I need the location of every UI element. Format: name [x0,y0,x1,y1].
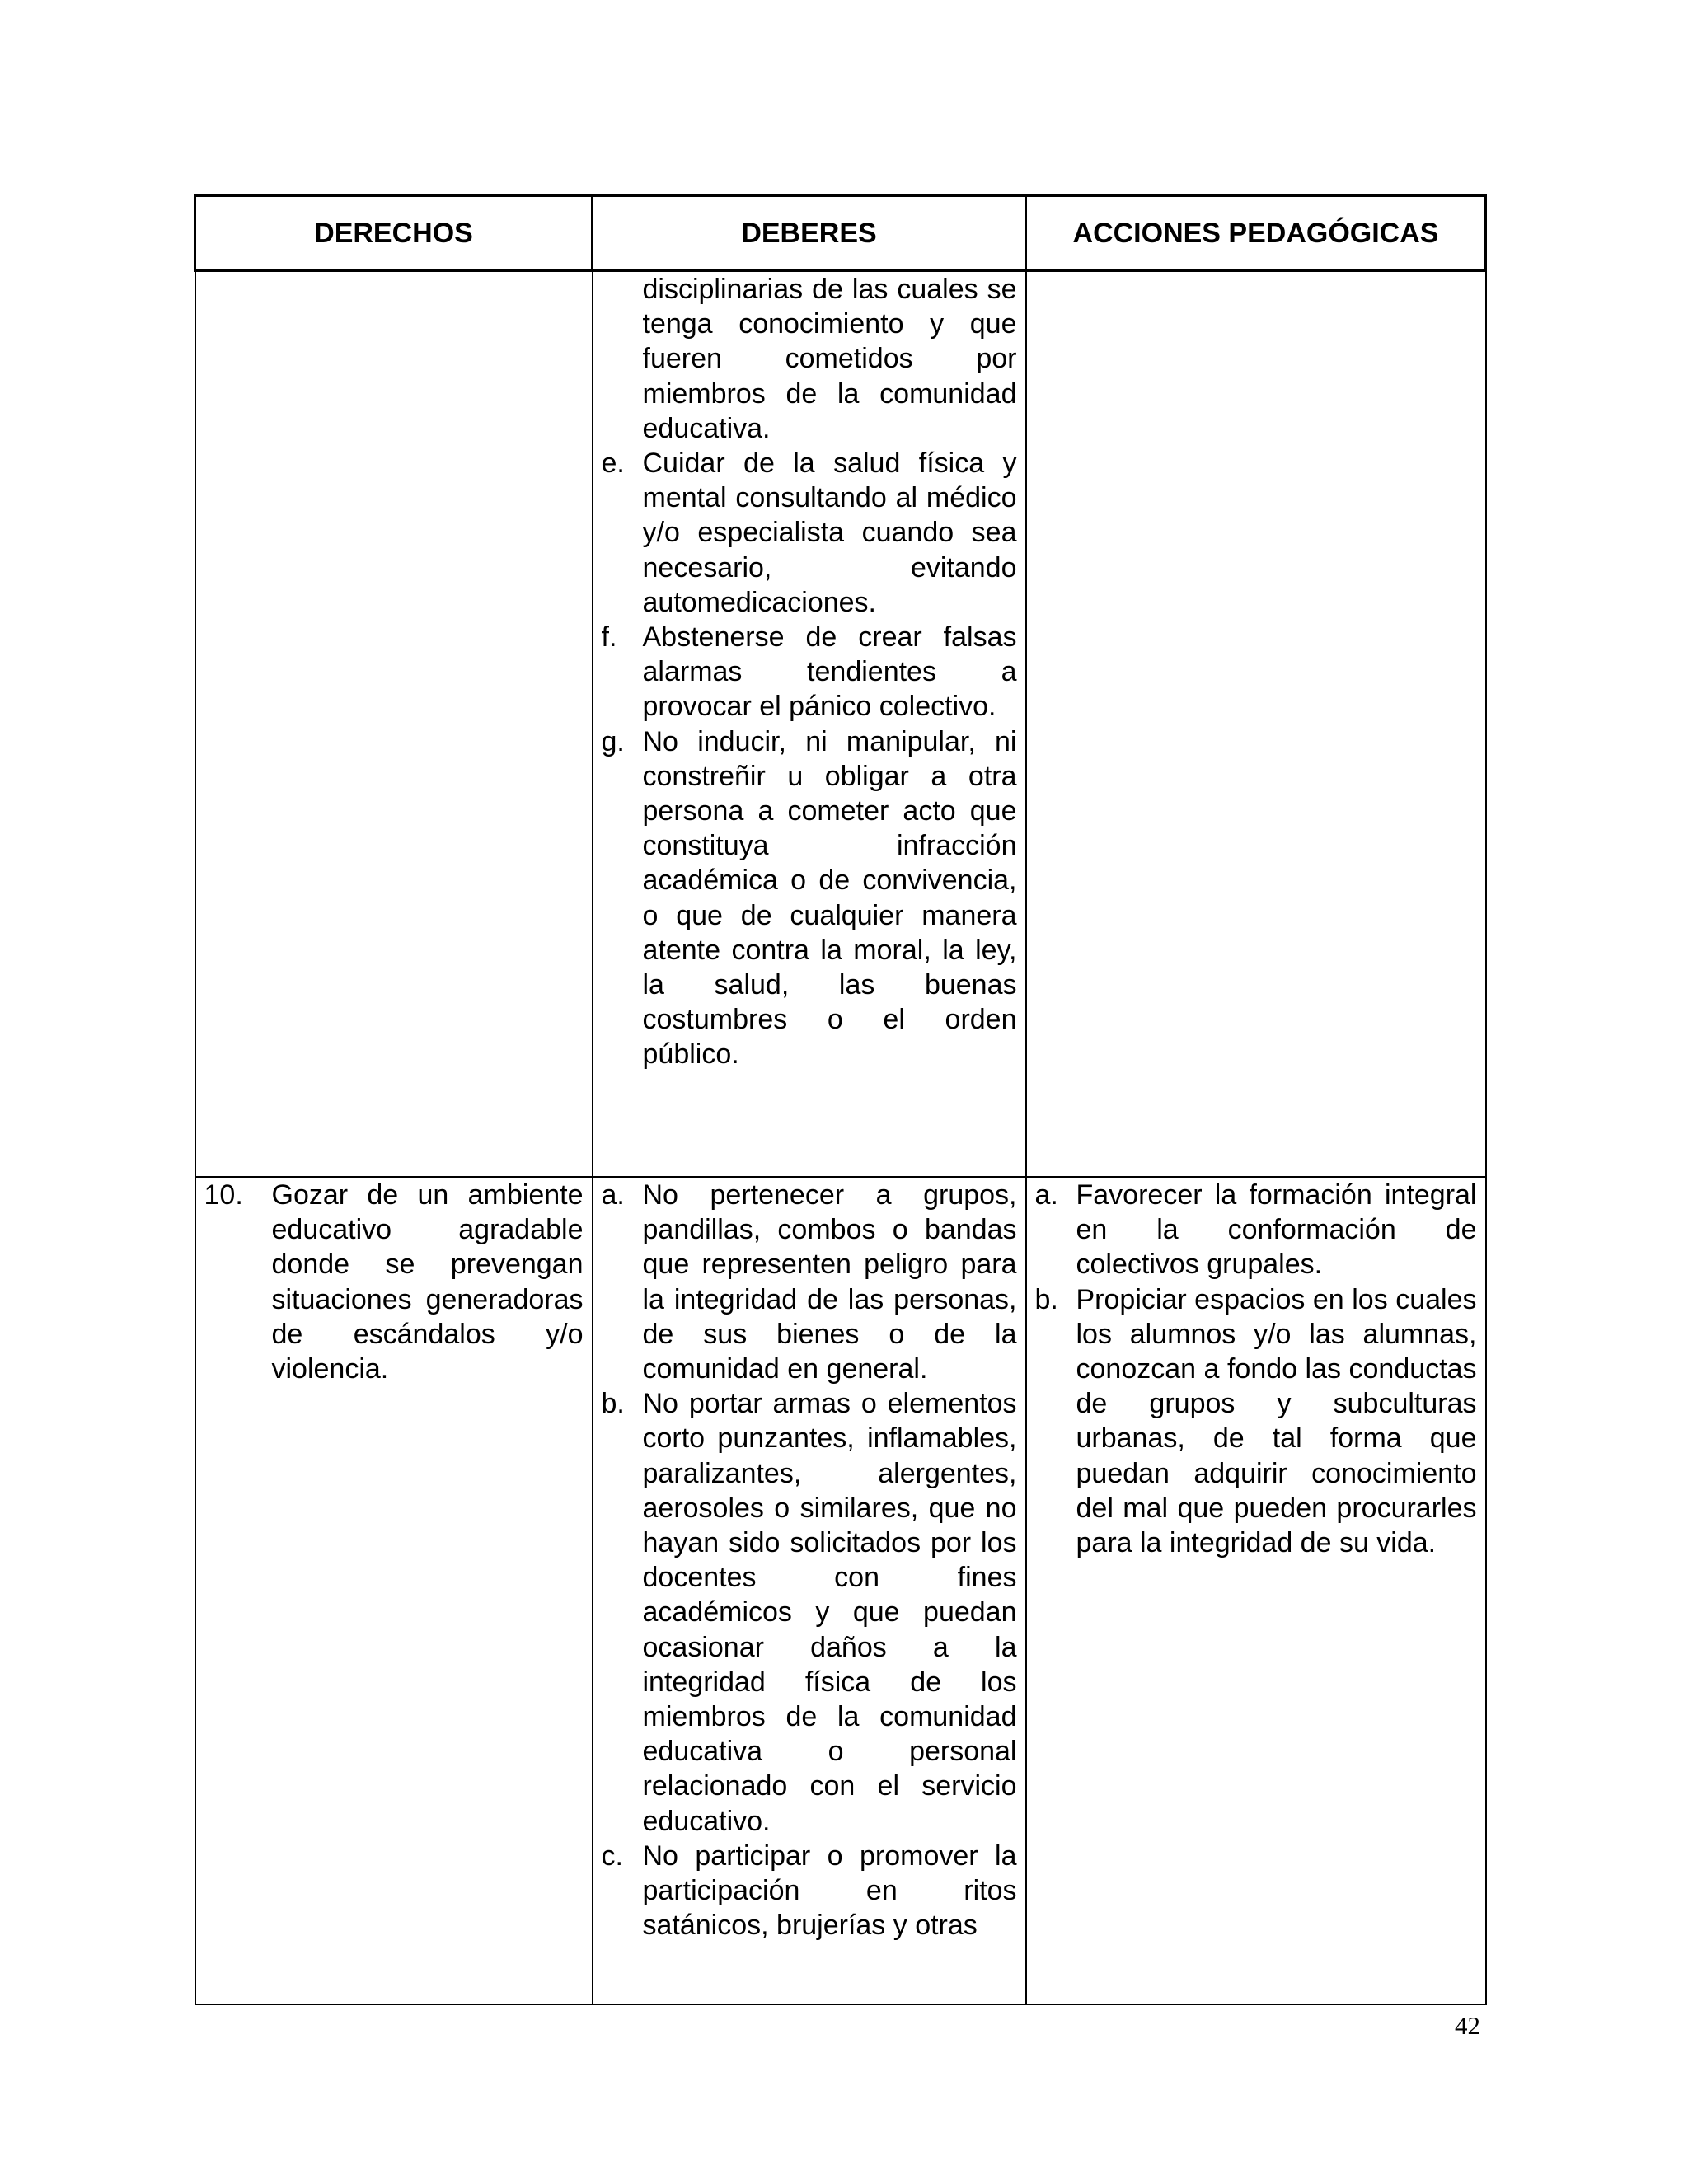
item-text: No participar o promover la participación en ritos satánicos, brujerías y otras [642,1840,1017,1942]
table-header-row [195,196,1486,271]
list-item [602,724,1017,1072]
deberes-cell [593,271,1026,1178]
list-item [602,446,1017,620]
deberes-continuation-text: disciplinarias de las cuales se tenga conocimiento y que fueren cometidos por miembros de la comunidad educativa. [642,274,1017,444]
derechos-cell [195,271,593,1178]
item-label: f. [601,621,617,654]
table-row [195,1177,1486,2004]
deberes-cell [593,1177,1026,2004]
list-item [204,1178,584,1386]
header-derechos: DERECHOS [195,196,593,271]
item-label: b. [601,1388,625,1420]
list-item [1035,1178,1477,1282]
item-text: Gozar de un ambiente educativo agradable donde se prevengan situaciones generadoras de escándalos y/o violencia. [271,1179,584,1385]
rights-duties-table [194,194,1487,2005]
acciones-cell [1026,271,1486,1178]
item-label: b. [1034,1283,1058,1315]
list-item [602,1178,1017,1386]
item-label: e. [601,448,625,480]
item-label: 10. [204,1179,243,1211]
item-label: c. [601,1840,623,1872]
list-item [602,1839,1017,1943]
item-text: No pertenecer a grupos, pandillas, combos o bandas que representen peligro para la integridad de las personas, de sus bienes o de la comunidad en general. [642,1179,1017,1385]
acciones-cell [1026,1177,1486,2004]
header-deberes: DEBERES [593,196,1026,271]
header-acciones-pedagogicas: ACCIONES PEDAGÓGICAS [1026,196,1486,271]
list-item [602,620,1017,724]
item-text: Cuidar de la salud física y mental consultando al médico y/o especialista cuando sea necesario, evitando automedicaciones. [642,448,1017,618]
derechos-cell [195,1177,593,2004]
item-text: Favorecer la formación integral en la conformación de colectivos grupales. [1076,1179,1477,1281]
item-label: a. [601,1179,625,1211]
list-item [602,1386,1017,1839]
table-row [195,271,1486,1178]
item-text: No portar armas o elementos corto punzantes, inflamables, paralizantes, alergentes, aerosoles o similares, que no hayan sido solicitados por los docentes con fines académicos y que puedan ocasionar daños a la integridad física de los miembros de la comunidad educativa o personal relacionado con el servicio educativo. [642,1388,1017,1837]
item-label: a. [1034,1179,1058,1211]
list-item [1035,1282,1477,1561]
item-text: No inducir, ni manipular, ni constreñir u obligar a otra persona a cometer acto que constituya infracción académica o de convivencia, o que de cualquier manera atente contra la moral, la ley, la salud, las buenas costumbres o el orden público. [642,725,1017,1071]
item-text: Abstenerse de crear falsas alarmas tendientes a provocar el pánico colectivo. [642,621,1017,723]
item-label: g. [601,725,625,757]
page-number: 42 [1455,2011,1480,2040]
item-text: Propiciar espacios en los cuales los alumnos y/o las alumnas, conozcan a fondo las conductas de grupos y subculturas urbanas, de tal forma que puedan adquirir conocimiento del mal que pueden procurarles para la integridad de su vida. [1076,1283,1477,1559]
